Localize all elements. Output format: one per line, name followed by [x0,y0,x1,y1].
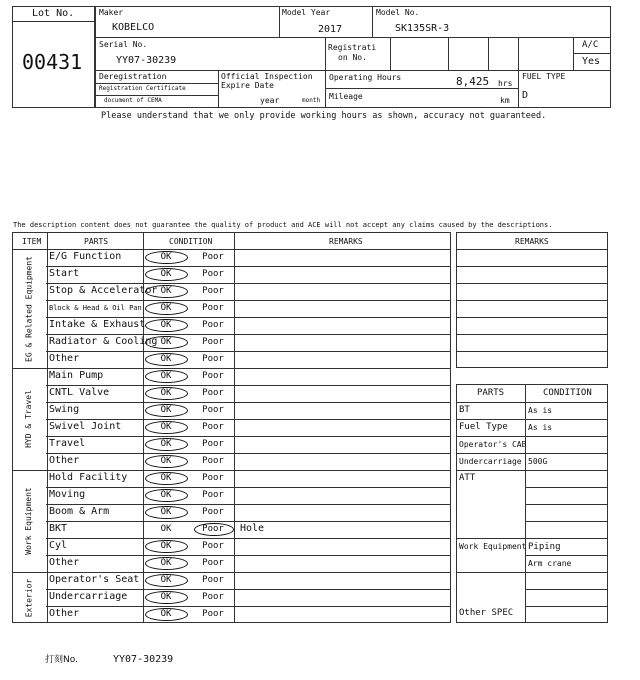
registration-label-1: Registrati [328,43,377,52]
selected-condition-oval-work-equipment-hold-facility [145,472,188,485]
selected-condition-oval-exterior-operator-s-seat [145,574,188,587]
remark-work-equipment-bkt: Hole [240,523,265,534]
poor-option-eg-related-equipment-radiator-cooling[interactable]: Poor [202,337,224,347]
ok-option-eg-related-equipment-block-head-oil-pan[interactable]: OK [160,303,172,313]
part-eg-related-equipment-e-g-function: E/G Function [49,251,122,262]
right-condition-header: CONDITION [543,388,592,398]
serial-no-value: YY07-30239 [116,55,177,66]
poor-option-exterior-operator-s-seat[interactable]: Poor [202,575,224,585]
selected-condition-oval-work-equipment-other [145,557,188,570]
selected-condition-oval-hyd-travel-other [145,455,188,468]
ok-option-work-equipment-hold-facility[interactable]: OK [160,473,172,483]
poor-option-hyd-travel-cntl-valve[interactable]: Poor [202,388,224,398]
part-work-equipment-boom-arm: Boom & Arm [49,506,110,517]
ok-option-hyd-travel-main-pump[interactable]: OK [160,371,172,381]
selected-condition-oval-eg-related-equipment-stop-accelerator [145,285,188,298]
poor-option-eg-related-equipment-stop-accelerator[interactable]: Poor [202,286,224,296]
remarks-box [456,232,608,368]
col-parts-header: PARTS [84,237,109,246]
selected-condition-oval-eg-related-equipment-e-g-function [145,251,188,264]
poor-option-eg-related-equipment-block-head-oil-pan[interactable]: Poor [202,303,224,313]
ok-option-exterior-undercarriage[interactable]: OK [160,592,172,602]
part-hyd-travel-swivel-joint: Swivel Joint [49,421,122,432]
selected-condition-oval-hyd-travel-travel [145,438,188,451]
part-eg-related-equipment-stop-accelerator: Stop & Accelerator [49,285,158,296]
official-inspection-label-1: Official Inspection [221,72,313,81]
selected-condition-oval-work-equipment-boom-arm [145,506,188,519]
selected-condition-oval-eg-related-equipment-intake-exhaust [145,319,188,332]
right-remarks-header: REMARKS [515,237,549,246]
spec-box [456,384,608,623]
part-hyd-travel-swing: Swing [49,404,80,415]
selected-condition-oval-eg-related-equipment-radiator-cooling [145,336,188,349]
poor-option-eg-related-equipment-intake-exhaust[interactable]: Poor [202,320,224,330]
part-eg-related-equipment-block-head-oil-pan: Block & Head & Oil Pan [49,304,142,312]
maker-value: KOBELCO [112,22,155,33]
km-unit: km [500,96,510,105]
year-label: year [260,96,280,105]
ac-label: A/C [582,40,599,50]
poor-option-eg-related-equipment-other[interactable]: Poor [202,354,224,364]
footer-label: 打刻No. [45,655,78,665]
poor-option-hyd-travel-other[interactable]: Poor [202,456,224,466]
spec-part-fuel-type: Fuel Type [459,422,508,432]
selected-condition-oval-hyd-travel-main-pump [145,370,188,383]
selected-condition-oval-eg-related-equipment-block-head-oil-pan [145,302,188,315]
official-inspection-label-2: Expire Date [221,81,274,90]
model-no-value: SK135SR-3 [395,23,450,34]
hrs-unit: hrs [498,79,513,88]
lot-no-value: 00431 [22,50,83,74]
part-hyd-travel-cntl-valve: CNTL Valve [49,387,110,398]
maker-label: Maker [99,8,124,17]
ok-option-hyd-travel-other[interactable]: OK [160,456,172,466]
col-remarks-header: REMARKS [329,237,363,246]
lot-no-label: Lot No. [32,8,75,19]
group-label-exterior: Exterior [24,578,33,617]
spec-condition-fuel-type: As is [528,423,553,432]
spec-part-bt: BT [459,405,470,415]
ok-option-exterior-other[interactable]: OK [160,609,172,619]
ok-option-eg-related-equipment-stop-accelerator[interactable]: OK [160,286,172,296]
ok-option-eg-related-equipment-intake-exhaust[interactable]: OK [160,320,172,330]
ok-option-eg-related-equipment-radiator-cooling[interactable]: OK [160,337,172,347]
hours-note: Please understand that we only provide working hours as shown, accuracy not guaranteed. [101,111,547,121]
att-label: ATT [459,473,476,483]
ok-option-eg-related-equipment-other[interactable]: OK [160,354,172,364]
poor-option-work-equipment-other[interactable]: Poor [202,558,224,568]
other-spec-label: Other SPEC [459,608,514,618]
selected-condition-oval-work-equipment-bkt [194,523,234,536]
col-condition-header: CONDITION [169,237,213,246]
group-label-hyd-travel: HYD & Travel [24,390,33,448]
part-work-equipment-cyl: Cyl [49,540,68,551]
selected-condition-oval-exterior-undercarriage [145,591,188,604]
selected-condition-oval-hyd-travel-cntl-valve [145,387,188,400]
serial-no-label: Serial No. [99,40,148,49]
selected-condition-oval-work-equipment-moving [145,489,188,502]
selected-condition-oval-eg-related-equipment-start [145,268,188,281]
poor-option-exterior-other[interactable]: Poor [202,609,224,619]
poor-option-work-equipment-boom-arm[interactable]: Poor [202,507,224,517]
part-eg-related-equipment-other: Other [49,353,80,364]
poor-option-work-equipment-bkt[interactable]: Poor [202,524,224,534]
fuel-type-label: FUEL TYPE [522,72,566,81]
ok-option-hyd-travel-cntl-valve[interactable]: OK [160,388,172,398]
mileage-label: Mileage [329,92,363,101]
disclaimer: The description content does not guarantee the quality of product and ACE will not accept any claims caused by the descriptions. [13,221,553,229]
month-label: month [302,97,321,104]
operating-hours-value: 8,425 [456,75,490,88]
ok-option-work-equipment-cyl[interactable]: OK [160,541,172,551]
part-eg-related-equipment-radiator-cooling: Radiator & Cooling [49,336,158,347]
selected-condition-oval-hyd-travel-swing [145,404,188,417]
work-equipment-value-2: Arm crane [528,559,572,568]
poor-option-work-equipment-moving[interactable]: Poor [202,490,224,500]
document-of-cema-label: document of CEMA [104,97,162,104]
spec-part-undercarriage: Undercarriage [459,457,522,466]
part-work-equipment-bkt: BKT [49,523,68,534]
col-item-header: ITEM [22,237,42,246]
registration-label-2: on No. [338,53,367,62]
ok-option-hyd-travel-swing[interactable]: OK [160,405,172,415]
deregistration-label: Deregistration [99,72,167,81]
spec-condition-undercarriage: 500G [528,457,548,466]
spec-condition-bt: As is [528,406,553,415]
part-work-equipment-other: Other [49,557,80,568]
poor-option-hyd-travel-swing[interactable]: Poor [202,405,224,415]
part-hyd-travel-main-pump: Main Pump [49,370,104,381]
part-hyd-travel-other: Other [49,455,80,466]
ok-option-eg-related-equipment-e-g-function[interactable]: OK [160,252,172,262]
ok-option-work-equipment-other[interactable]: OK [160,558,172,568]
poor-option-hyd-travel-main-pump[interactable]: Poor [202,371,224,381]
poor-option-hyd-travel-swivel-joint[interactable]: Poor [202,422,224,432]
part-work-equipment-moving: Moving [49,489,86,500]
model-year-label: Model Year [282,8,331,17]
part-hyd-travel-travel: Travel [49,438,86,449]
spec-part-operators-cab: Operator's CAB [459,440,527,449]
group-label-eg-related-equipment: EG & Related Equipment [24,255,33,362]
operating-hours-label: Operating Hours [329,73,402,82]
work-equipment-label: Work Equipment [459,542,527,551]
part-exterior-operator-s-seat: Operator's Seat [49,574,140,585]
part-exterior-other: Other [49,608,80,619]
ok-option-exterior-operator-s-seat[interactable]: OK [160,575,172,585]
footer-value: YY07-30239 [113,654,174,665]
ok-option-work-equipment-moving[interactable]: OK [160,490,172,500]
registration-certificate-label: Registration Certificate [99,85,186,92]
ok-option-work-equipment-bkt[interactable]: OK [160,524,172,534]
poor-option-eg-related-equipment-start[interactable]: Poor [202,269,224,279]
fuel-type-value: D [522,90,529,101]
selected-condition-oval-exterior-other [145,608,188,621]
model-year-value: 2017 [318,24,343,35]
ok-option-hyd-travel-swivel-joint[interactable]: OK [160,422,172,432]
poor-option-eg-related-equipment-e-g-function[interactable]: Poor [202,252,224,262]
work-equipment-value-1: Piping [528,542,561,552]
ok-option-hyd-travel-travel[interactable]: OK [160,439,172,449]
selected-condition-oval-work-equipment-cyl [145,540,188,553]
ac-value: Yes [582,56,601,67]
part-work-equipment-hold-facility: Hold Facility [49,472,128,483]
poor-option-exterior-undercarriage[interactable]: Poor [202,592,224,602]
poor-option-hyd-travel-travel[interactable]: Poor [202,439,224,449]
ok-option-work-equipment-boom-arm[interactable]: OK [160,507,172,517]
selected-condition-oval-hyd-travel-swivel-joint [145,421,188,434]
selected-condition-oval-eg-related-equipment-other [145,353,188,366]
part-eg-related-equipment-start: Start [49,268,80,279]
part-eg-related-equipment-intake-exhaust: Intake & Exhaust [49,319,146,330]
right-parts-header: PARTS [477,388,505,398]
poor-option-work-equipment-cyl[interactable]: Poor [202,541,224,551]
poor-option-work-equipment-hold-facility[interactable]: Poor [202,473,224,483]
model-no-label: Model No. [376,8,420,17]
ok-option-eg-related-equipment-start[interactable]: OK [160,269,172,279]
group-label-work-equipment: Work Equipment [24,487,33,555]
part-exterior-undercarriage: Undercarriage [49,591,128,602]
